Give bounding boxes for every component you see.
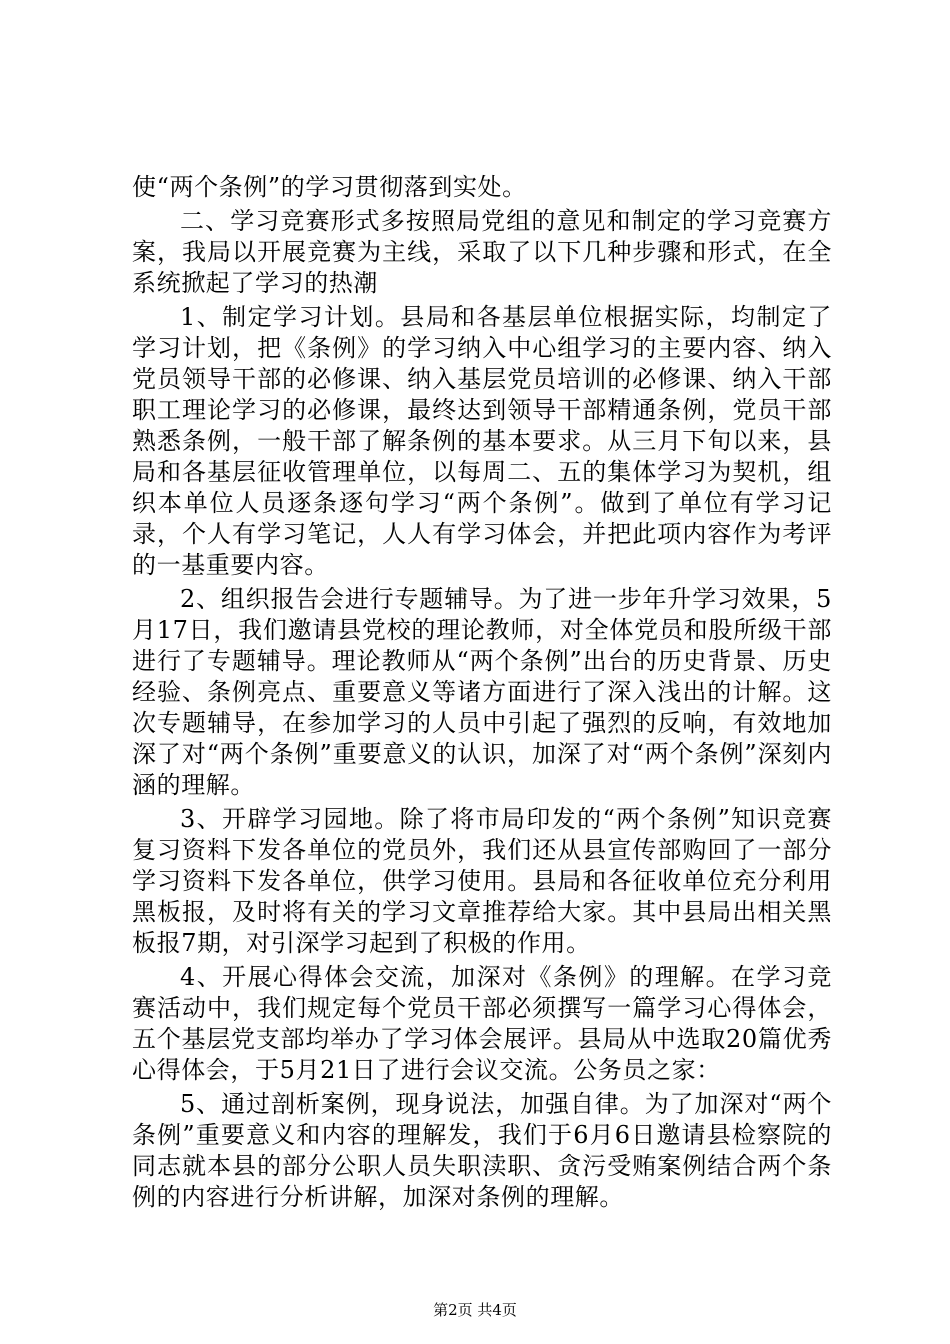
paragraph-item-4: 4、开展心得体会交流，加深对《条例》的理解。在学习竞赛活动中，我们规定每个党员干部必须撰写一篇学习心得体会，五个基层党支部均举办了学习体会展评。县局从中选取20篇优秀心得体会，于5月21日了进行会议交流。公务员之家： [132, 963, 832, 1084]
page-number: 第2页 共4页 [433, 1301, 517, 1319]
document-body [132, 172, 832, 1216]
page-footer [0, 1300, 950, 1320]
paragraph-item-3: 3、开辟学习园地。除了将市局印发的“两个条例”知识竞赛复习资料下发各单位的党员外，我们还从县宣传部购回了一部分学习资料下发各单位，供学习使用。县局和各征收单位充分利用黑板报，及时将有关的学习文章推荐给大家。其中县局出相关黑板报7期，对引深学习起到了积极的作用。 [132, 805, 832, 957]
paragraph-item-2: 2、组织报告会进行专题辅导。为了进一步年升学习效果，5月17日，我们邀请县党校的理论教师，对全体党员和股所级干部进行了专题辅导。理论教师从“两个条例”出台的历史背景、历史经验、条例亮点、重要意义等诸方面进行了深入浅出的计解。这次专题辅导，在参加学习的人员中引起了强烈的反响，有效地加深了对“两个条例”重要意义的认识，加深了对“两个条例”深刻内涵的理解。 [132, 585, 832, 799]
paragraph-section-two: 二、学习竞赛形式多按照局党组的意见和制定的学习竞赛方案，我局以开展竞赛为主线，采取了以下几种步骤和形式，在全系统掀起了学习的热潮 [132, 207, 832, 297]
paragraph-item-5: 5、通过剖析案例，现身说法，加强自律。为了加深对“两个条例”重要意义和内容的理解发，我们于6月6日邀请县检察院的同志就本县的部分公职人员失职渎职、贪污受贿案例结合两个条例的内容进行分析讲解，加深对条例的理解。 [132, 1090, 832, 1211]
paragraph-continuation: 使“两个条例”的学习贯彻落到实处。 [132, 173, 527, 201]
paragraph-item-1: 1、制定学习计划。县局和各基层单位根据实际，均制定了学习计划，把《条例》的学习纳入中心组学习的主要内容、纳入党员领导干部的必修课、纳入基层党员培训的必修课、纳入干部职工理论学习的必修课，最终达到领导干部精通条例，党员干部熟悉条例，一般干部了解条例的基本要求。从三月下旬以来，县局和各基层征收管理单位，以每周二、五的集体学习为契机，组织本单位人员逐条逐句学习“两个条例”。做到了单位有学习记录，个人有学习笔记，人人有学习体会，并把此项内容作为考评的一基重要内容。 [132, 303, 832, 579]
